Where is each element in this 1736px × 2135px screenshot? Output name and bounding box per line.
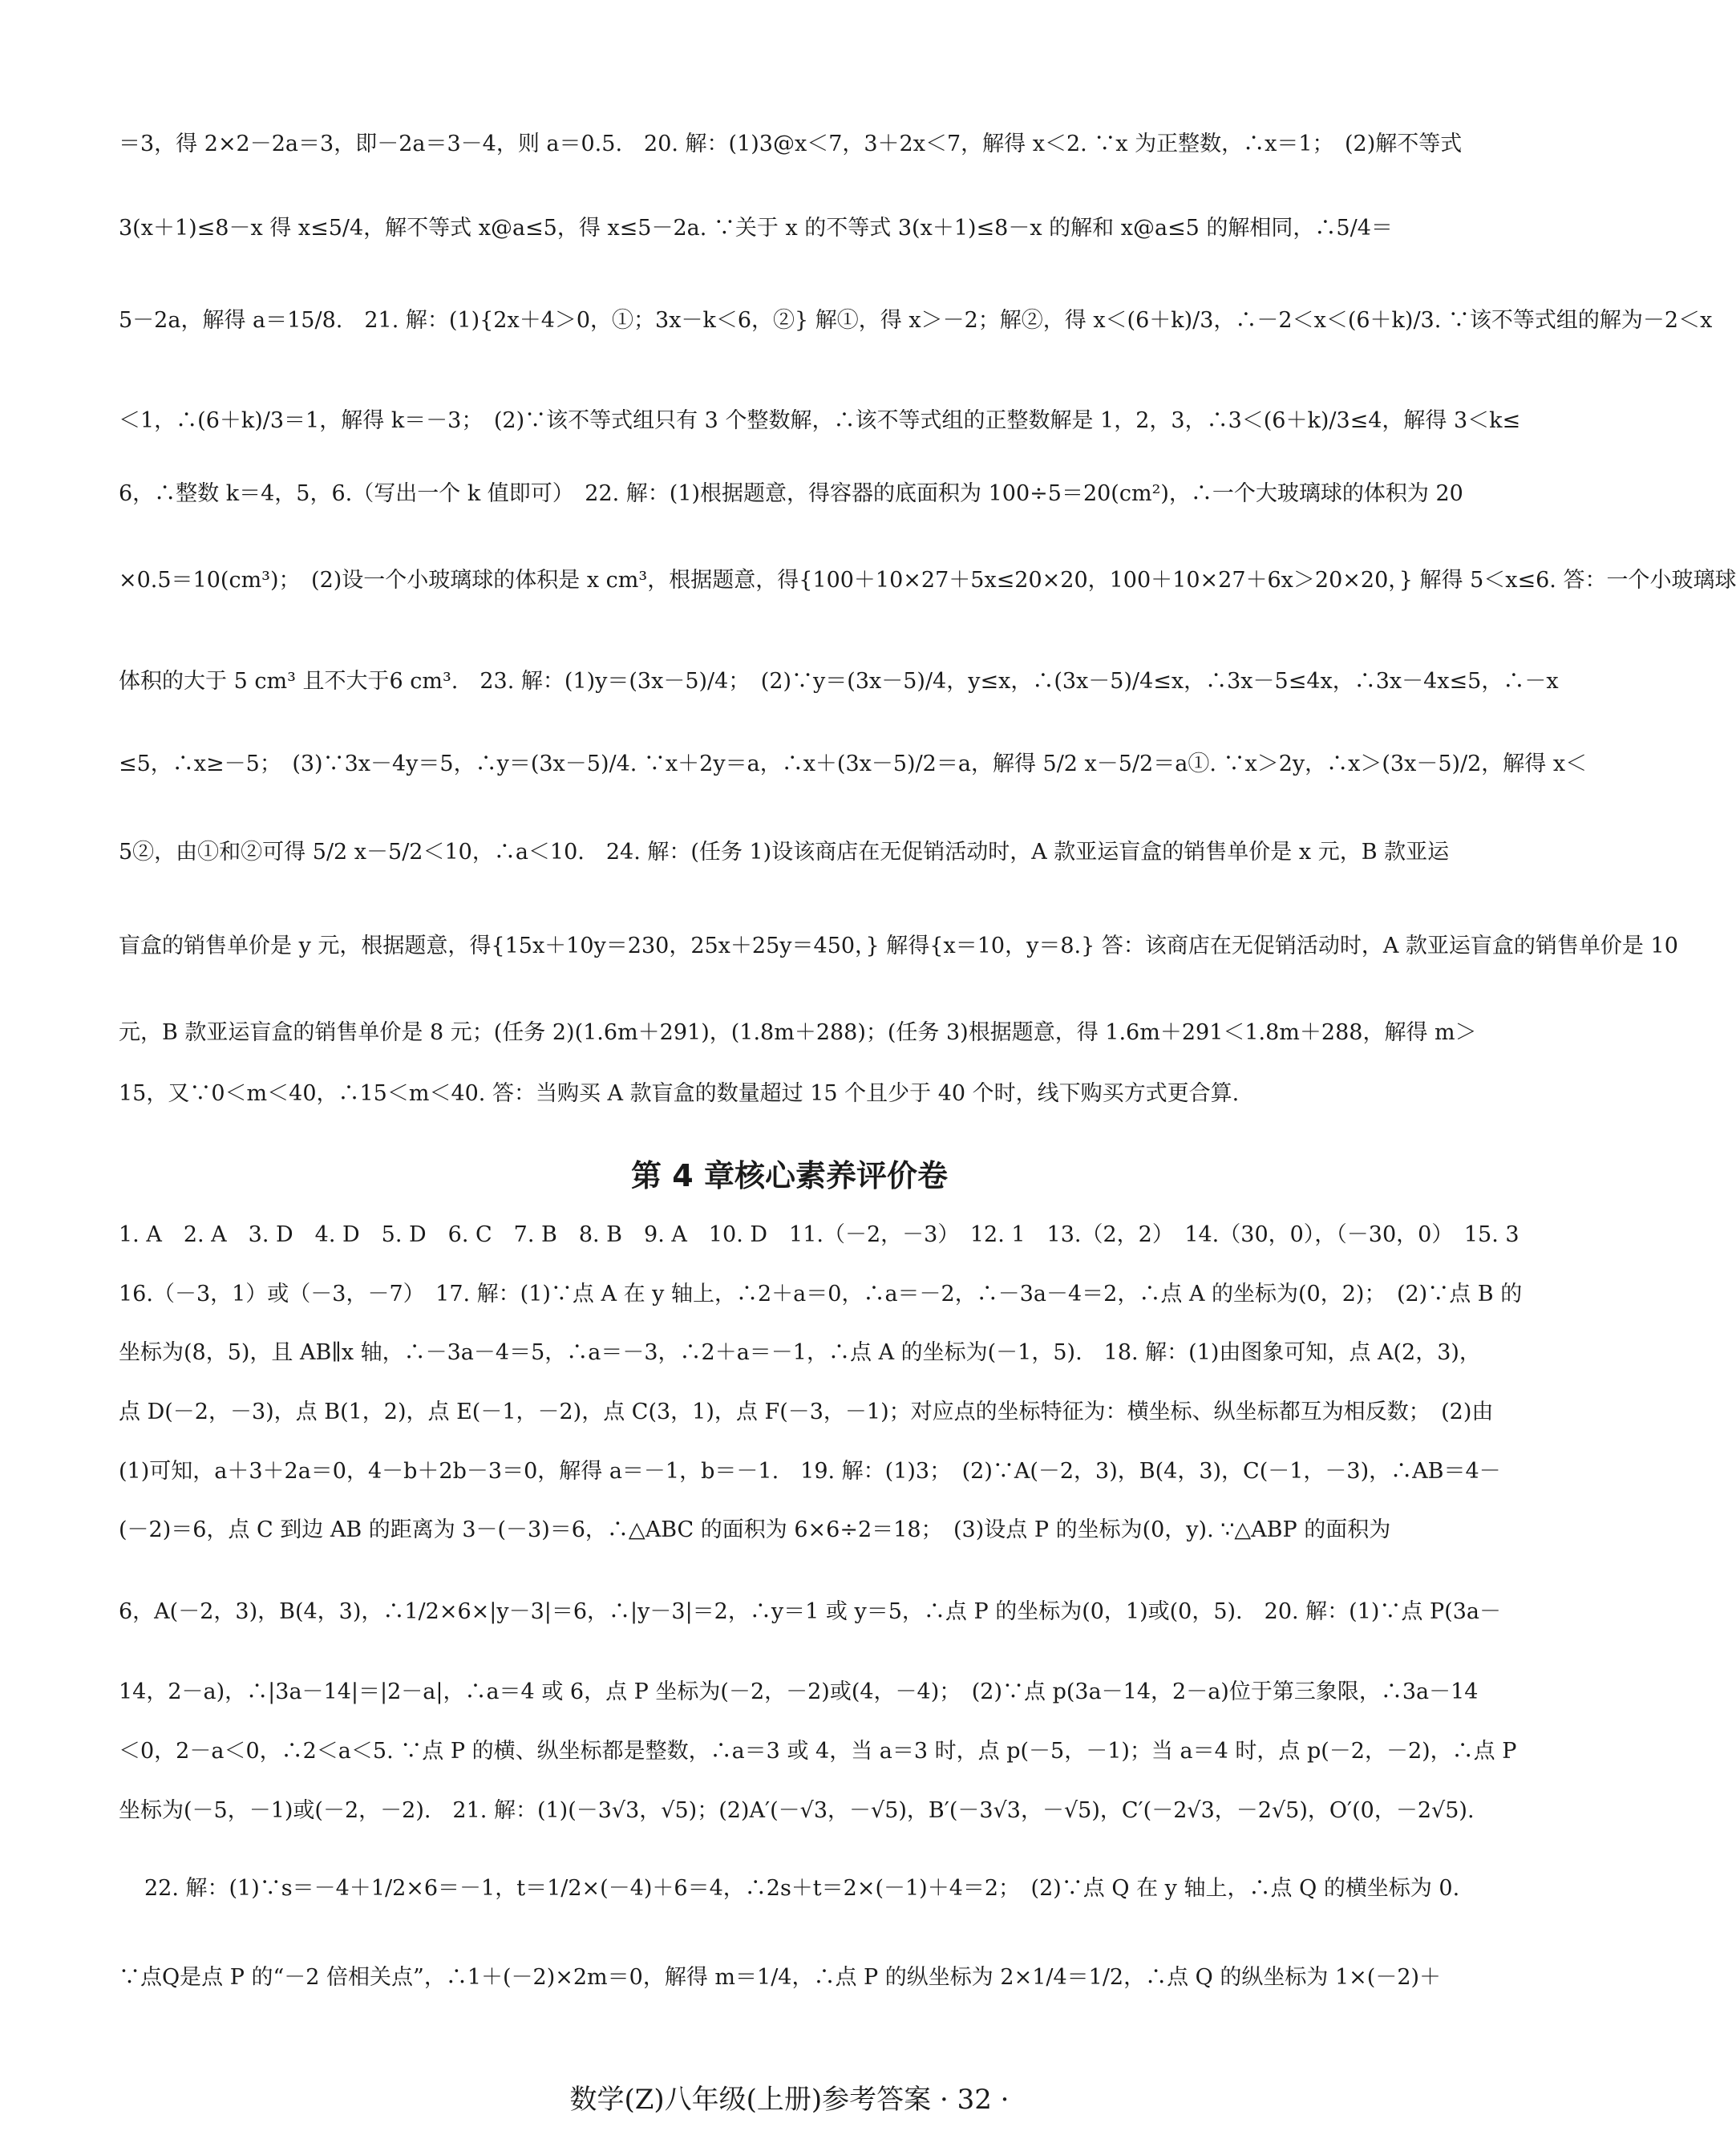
text-line: ＜1，∴(6＋k)/3＝1，解得 k＝－3； (2)∵该不等式组只有 3 个整数解，∴该不等式组的正整数解是 1，2，3，∴3＜(6＋k)/3≤4，解得 3＜k≤ xyxy=(119,408,1521,433)
text-line: ≤5，∴x≥－5； (3)∵3x－4y＝5，∴y＝(3x－5)/4. ∵x＋2y＝a，∴x＋(3x－5)/2＝a，解得 5/2 x－5/2＝a①. ∵x＞2y，∴x＞(3x－5)/2，解得 x＜ xyxy=(119,752,1588,776)
text-line: 盲盒的销售单价是 y 元，根据题意，得{15x＋10y＝230，25x＋25y＝450，} 解得{x＝10，y＝8.} 答：该商店在无促销活动时，A 款亚运盲盒的销售单价是 10 xyxy=(119,934,1678,958)
text-line: 坐标为(－5，－1)或(－2，－2). 21. 解：(1)(－3√3，√5)；(2)A′(－√3，－√5)，B′(－3√3，－√5)，C′(－2√3，－2√5)，O′(0，－2√5). xyxy=(119,1798,1475,1823)
text-line: ×0.5＝10(cm³)； (2)设一个小玻璃球的体积是 x cm³，根据题意，得{100＋10×27＋5x≤20×20，100＋10×27＋6x＞20×20，} 解得 5＜x≤6. 答：一个小玻璃球 xyxy=(119,568,1736,593)
text-line: 点 D(－2，－3)，点 B(1，2)，点 E(－1，－2)，点 C(3，1)，点 F(－3，－1)；对应点的坐标特征为：横坐标、纵坐标都互为相反数； (2)由 xyxy=(119,1400,1494,1424)
section-title: 第 4 章核心素养评价卷 xyxy=(631,1158,948,1193)
text-line: 1. A 2. A 3. D 4. D 5. D 6. C 7. B 8. B 9. A 10. D 11.（－2，－3） 12. 1 13.（2，2） 14.（30，0），（－30，0） 15. 3 xyxy=(119,1222,1520,1247)
text-line: 元，B 款亚运盲盒的销售单价是 8 元；(任务 2)(1.6m＋291)，(1.8m＋288)；(任务 3)根据题意，得 1.6m＋291＜1.8m＋288，解得 m＞ xyxy=(119,1020,1477,1045)
text-line: 16.（－3，1）或（－3，－7） 17. 解：(1)∵点 A 在 y 轴上，∴2＋a＝0，∴a＝－2，∴－3a－4＝2，∴点 A 的坐标为(0，2)； (2)∵点 B 的 xyxy=(119,1282,1523,1307)
text-line: 6，A(－2，3)，B(4，3)，∴1/2×6×|y－3|＝6，∴|y－3|＝2，∴y＝1 或 y＝5，∴点 P 的坐标为(0，1)或(0，5). 20. 解：(1)∵点 P(3a－ xyxy=(119,1599,1501,1624)
text-line: 体积的大于 5 cm³ 且不大于6 cm³. 23. 解：(1)y＝(3x－5)/4； (2)∵y＝(3x－5)/4，y≤x，∴(3x－5)/4≤x，∴3x－5≤4x，∴3x－4x≤5，∴－x xyxy=(119,669,1559,694)
page-footer: 数学(Z)八年级(上册)参考答案 · 32 · xyxy=(569,2084,1010,2116)
text-line: (－2)＝6，点 C 到边 AB 的距离为 3－(－3)＝6，∴△ABC 的面积为 6×6÷2＝18； (3)设点 P 的坐标为(0，y). ∵△ABP 的面积为 xyxy=(119,1517,1391,1542)
text-line: 3(x＋1)≤8－x 得 x≤5/4，解不等式 x@a≤5，得 x≤5－2a. ∵关于 x 的不等式 3(x＋1)≤8－x 的解和 x@a≤5 的解相同，∴5/4＝ xyxy=(119,216,1393,241)
text-line: 5－2a，解得 a＝15/8. 21. 解：(1){2x＋4＞0，①；3x－k＜6，②} 解①，得 x＞－2；解②，得 x＜(6＋k)/3，∴－2＜x＜(6＋k)/3. ∵该不等式组的解为－2＜x xyxy=(119,308,1713,333)
text-line: ＝3，得 2×2－2a＝3，即－2a＝3－4，则 a＝0.5. 20. 解：(1)3@x＜7，3＋2x＜7，解得 x＜2. ∵x 为正整数，∴x＝1； (2)解不等式 xyxy=(119,132,1463,156)
text-line: 15，又∵0＜m＜40，∴15＜m＜40. 答：当购买 A 款盲盒的数量超过 15 个且少于 40 个时，线下购买方式更合算. xyxy=(119,1081,1240,1106)
text-line: (1)可知，a＋3＋2a＝0，4－b＋2b－3＝0，解得 a＝－1，b＝－1. 19. 解：(1)3； (2)∵A(－2，3)，B(4，3)，C(－1，－3)，∴AB＝4－ xyxy=(119,1459,1501,1484)
text-line: 14，2－a)，∴|3a－14|＝|2－a|，∴a＝4 或 6，点 P 坐标为(－2，－2)或(4，－4)； (2)∵点 p(3a－14，2－a)位于第三象限，∴3a－14 xyxy=(119,1679,1479,1704)
text-line: 6，∴整数 k＝4，5，6.（写出一个 k 值即可） 22. 解：(1)根据题意，得容器的底面积为 100÷5＝20(cm²)，∴一个大玻璃球的体积为 20 xyxy=(119,481,1463,506)
text-line: ＜0，2－a＜0，∴2＜a＜5. ∵点 P 的横、纵坐标都是整数，∴a＝3 或 4，当 a＝3 时，点 p(－5，－1)；当 a＝4 时，点 p(－2，－2)，∴点 P xyxy=(119,1739,1517,1764)
text-line: 坐标为(8，5)，且 AB∥x 轴，∴－3a－4＝5，∴a＝－3，∴2＋a＝－1，∴点 A 的坐标为(－1，5). 18. 解：(1)由图象可知，点 A(2，3)， xyxy=(119,1340,1481,1365)
text-line: ∵点Q是点 P 的“－2 倍相关点”，∴1＋(－2)×2m＝0，解得 m＝1/4，∴点 P 的纵坐标为 2×1/4＝1/2，∴点 Q 的纵坐标为 1×(－2)＋ xyxy=(119,1965,1442,1990)
text-line: 22. 解：(1)∵s＝－4＋1/2×6＝－1，t＝1/2×(－4)＋6＝4，∴2s＋t＝2×(－1)＋4＝2； (2)∵点 Q 在 y 轴上，∴点 Q 的横坐标为 0. xyxy=(144,1876,1460,1901)
text-line: 5②，由①和②可得 5/2 x－5/2＜10，∴a＜10. 24. 解：(任务 1)设该商店在无促销活动时，A 款亚运盲盒的销售单价是 x 元，B 款亚运 xyxy=(119,840,1450,865)
